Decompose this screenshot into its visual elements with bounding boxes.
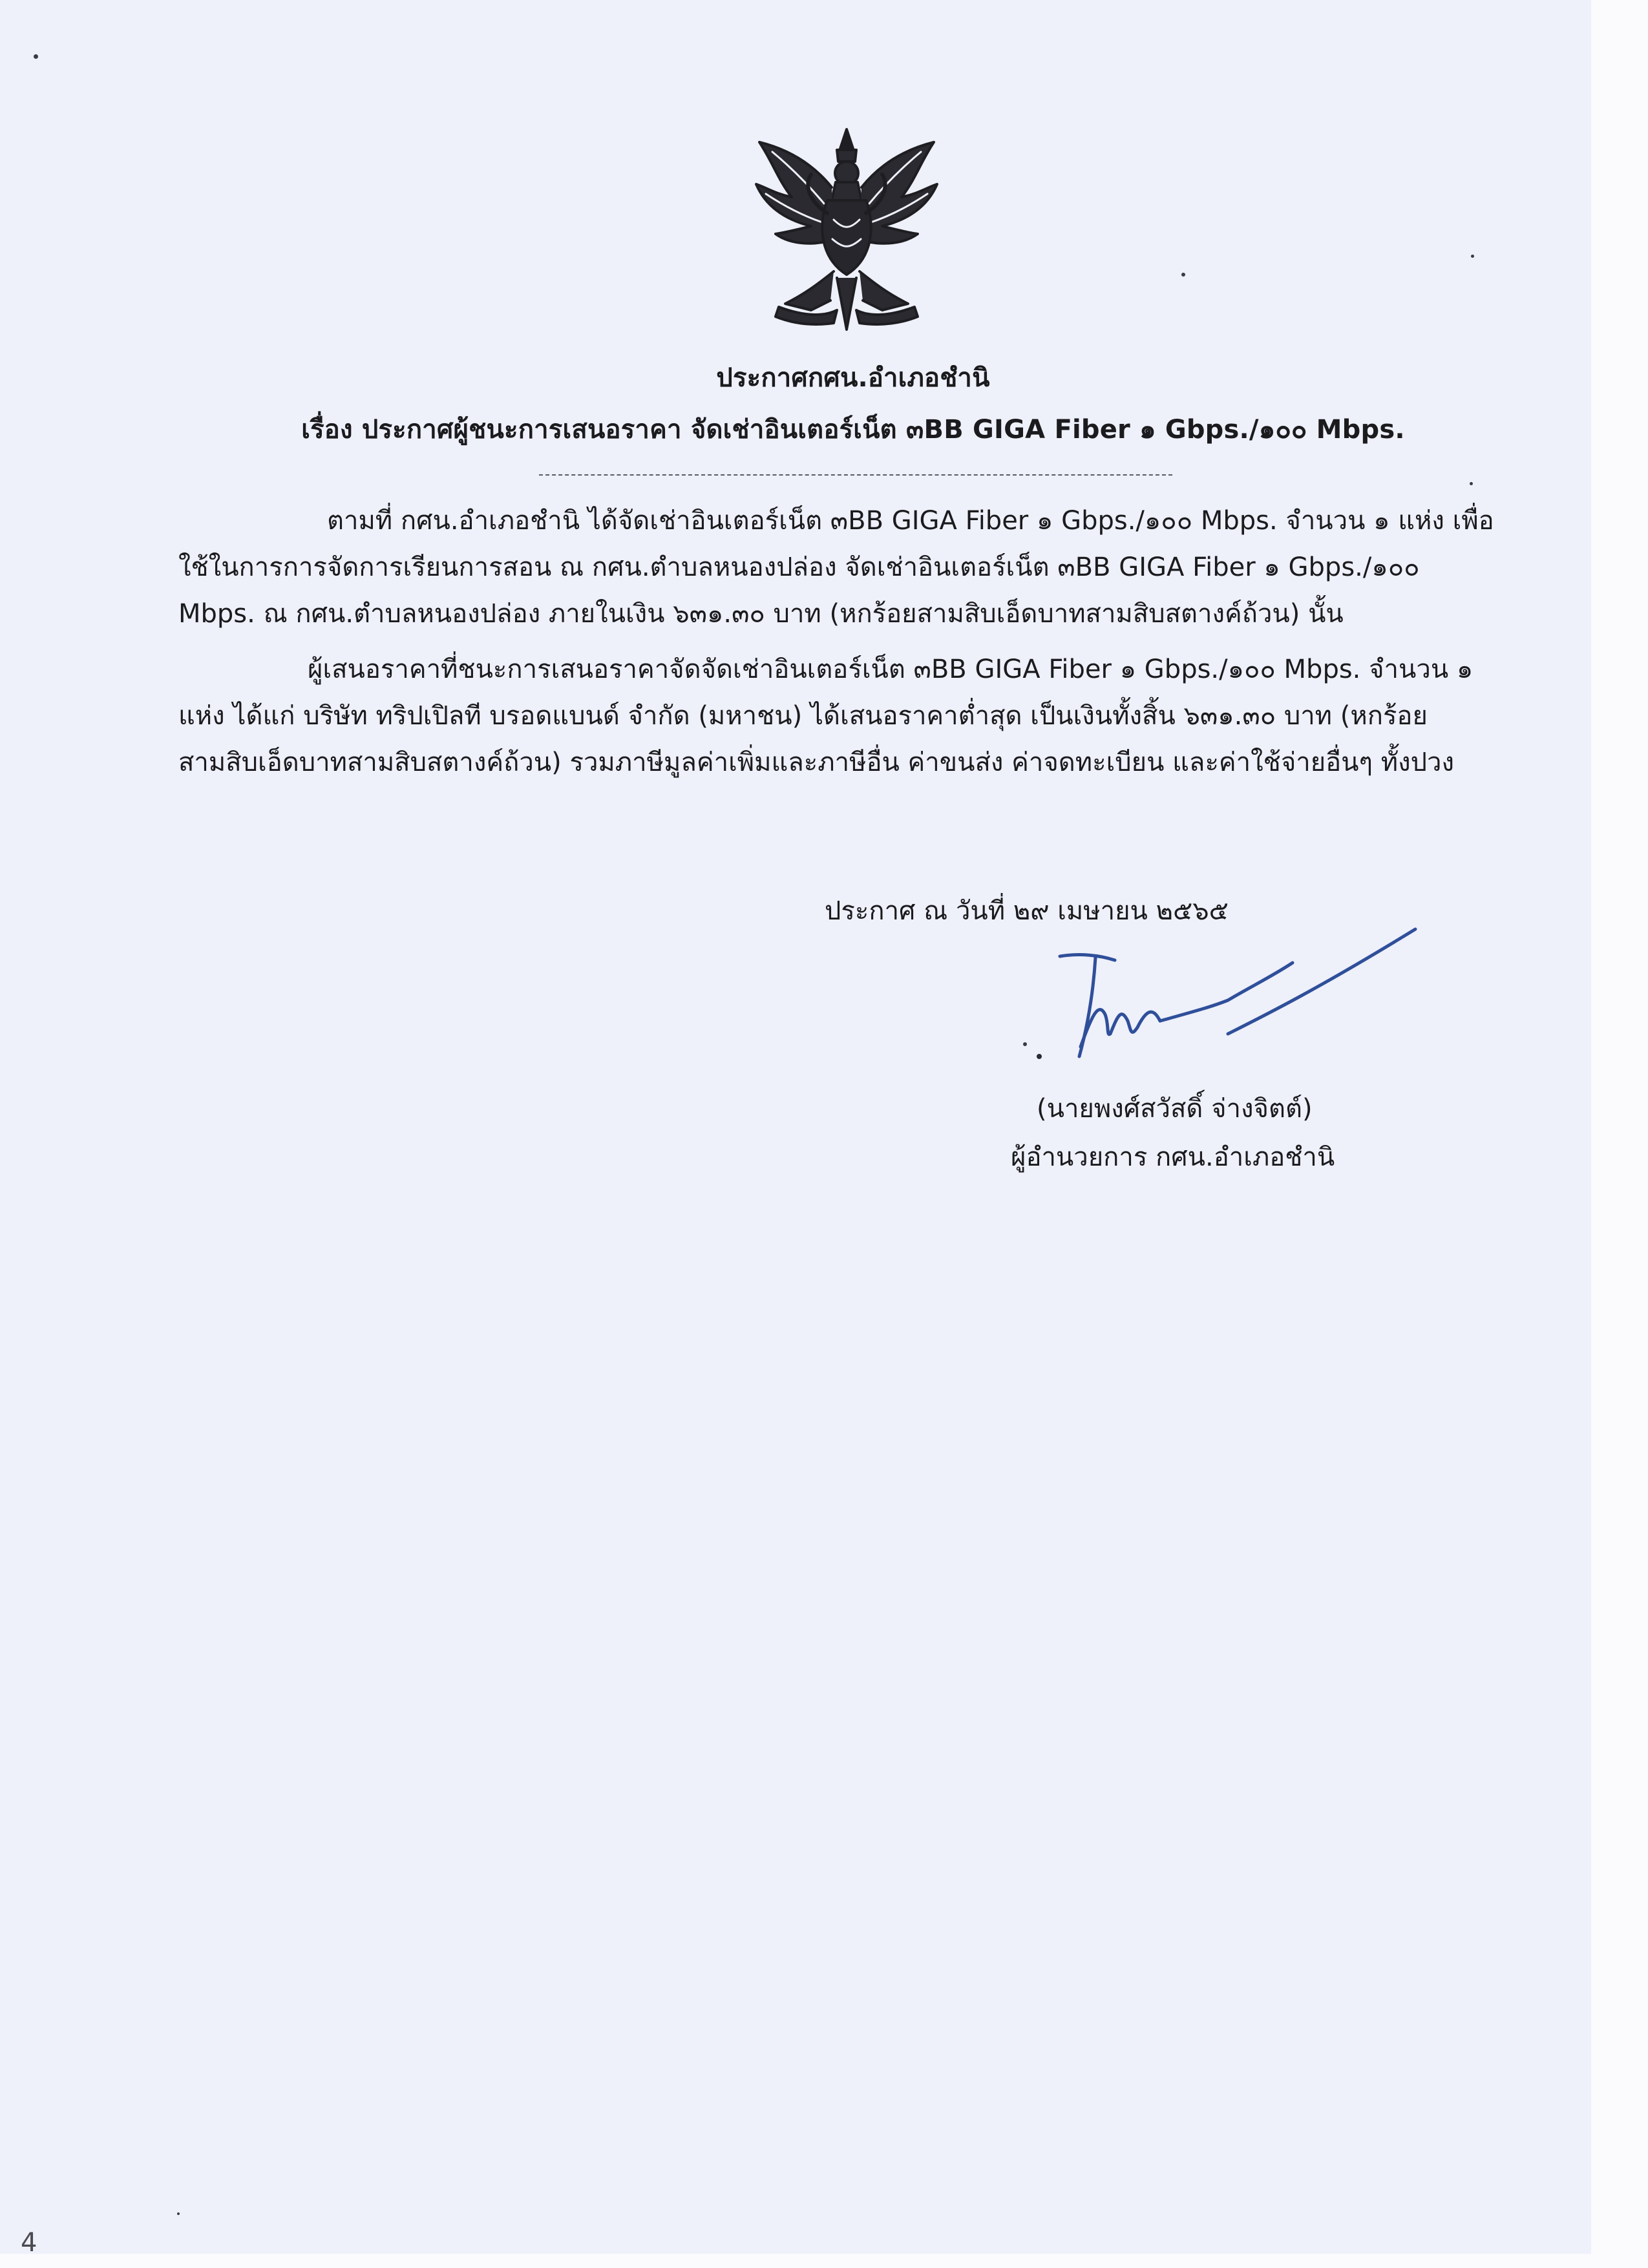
paragraph-procurement-details: ตามที่ กศน.อำเภอชำนิ ได้จัดเช่าอินเตอร์เน็ต ๓BB GIGA Fiber ๑ Gbps./๑๐๐ Mbps. จำนวน ๑ แห่ง เพื่อใช้ในการการจัดการเรียนการสอน ณ กศน.ตำบลหนองปล่อง จัดเช่าอินเตอร์เน็ต ๓BB GIGA Fiber ๑ Gbps./๑๐๐ Mbps. ณ กศน.ตำบลหนองปล่อง ภายในเงิน ๖๓๑.๓๐ บาท (หกร้อยสามสิบเอ็ดบาทสามสิบสตางค์ถ้วน) นั้น (178, 506, 1494, 629)
scan-speck (1471, 255, 1474, 258)
scan-speck (1181, 273, 1185, 277)
signer-title: ผู้อำนวยการ กศน.อำเภอชำนิ (1011, 1142, 1335, 1172)
scan-speck (1023, 1042, 1027, 1046)
dashed-divider (539, 474, 1172, 476)
paragraph-winning-bidder: ผู้เสนอราคาที่ชนะการเสนอราคาจัดจัดเช่าอินเตอร์เน็ต ๓BB GIGA Fiber ๑ Gbps./๑๐๐ Mbps. จำนวน ๑ แห่ง ได้แก่ บริษัท ทริปเปิลที บรอดแบนด์ จำกัด (มหาชน) ได้เสนอราคาต่ำสุด เป็นเงินทั้งสิ้น ๖๓๑.๓๐ บาท (หกร้อยสามสิบเอ็ดบาทสามสิบสตางค์ถ้วน) รวมภาษีมูลค่าเพิ่มและภาษีอื่น ค่าขนส่ง ค่าจดทะเบียน และค่าใช้จ่ายอื่นๆ ทั้งปวง (178, 655, 1474, 777)
scan-speck (34, 54, 38, 59)
signer-name: (นายพงศ์สวัสดิ์ จ่างจิตต์) (1037, 1094, 1313, 1124)
scan-speck (1470, 482, 1473, 485)
garuda-emblem-icon (746, 123, 947, 342)
handwritten-page-mark: 4 (21, 2228, 37, 2258)
scan-speck (177, 2212, 180, 2215)
announcement-heading: ประกาศกศน.อำเภอชำนิ (716, 363, 990, 393)
scan-margin-right (1591, 0, 1648, 2268)
announcement-subject: เรื่อง ประกาศผู้ชนะการเสนอราคา จัดเช่าอินเตอร์เน็ต ๓BB GIGA Fiber ๑ Gbps./๑๐๐ Mbps. (301, 415, 1405, 445)
scan-margin-bottom (0, 2254, 1648, 2268)
announcement-date: ประกาศ ณ วันที่ ๒๙ เมษายน ๒๕๖๕ (825, 896, 1229, 926)
handwritten-signature (1034, 918, 1435, 1066)
